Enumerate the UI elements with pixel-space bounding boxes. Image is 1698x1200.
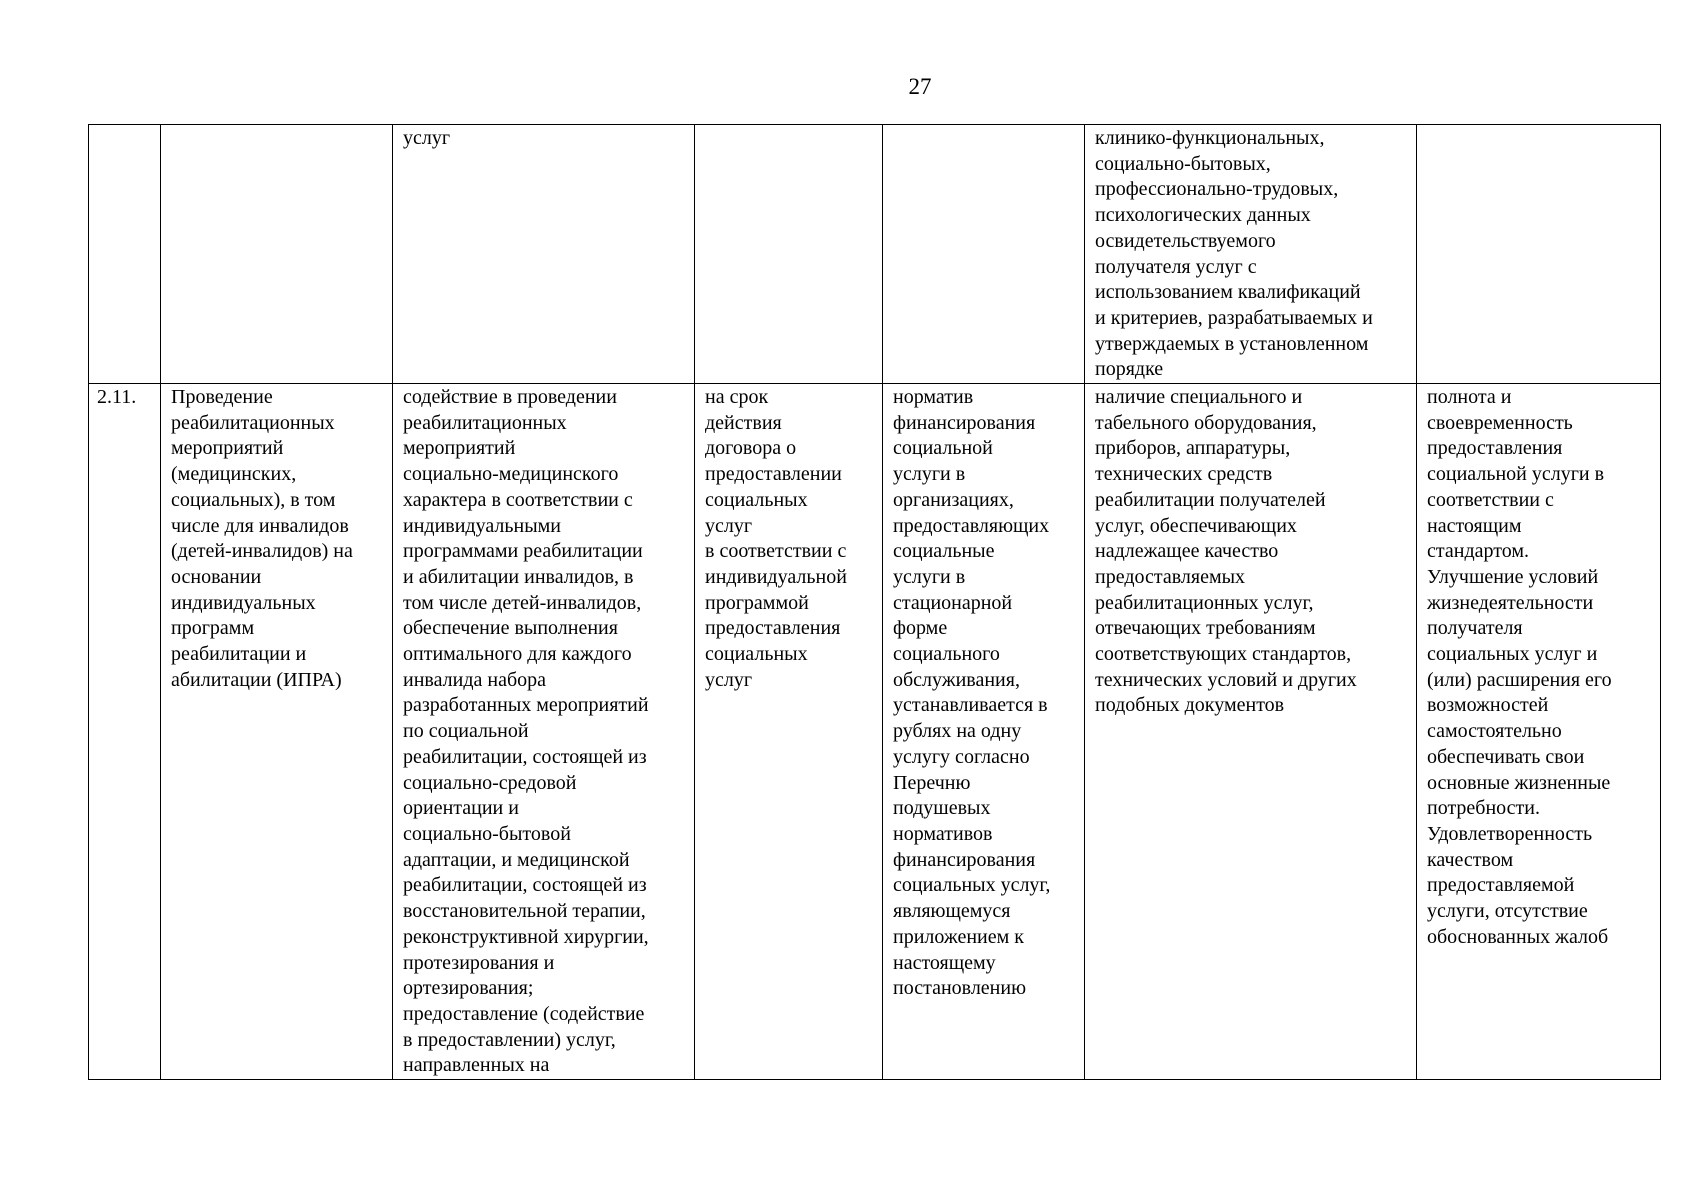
cell-funding-norm: [883, 125, 1085, 384]
page-number: 27: [908, 74, 932, 99]
table-row: [89, 384, 1661, 1080]
cell-number: [89, 125, 161, 384]
cell-conditions: клинико-функциональных, социально-бытовых, профессионально-трудовых, психологических данных освидетельствуемого получателя услуг с использованием квалификаций и критериев, разрабатываемых и утверждаемых в установленном порядке: [1085, 125, 1417, 384]
cell-conditions: наличие специального и табельного оборудования, приборов, аппаратуры, технических средств реабилитации получателей услуг, обеспечивающих надлежащее качество предоставляемых реабилитационных услуг, отвечающих требованиям соответствующих стандартов, технических условий и других подобных документов: [1085, 384, 1417, 1080]
cell-service-term: [695, 125, 883, 384]
services-table: [88, 124, 1661, 1080]
cell-service-content: содействие в проведении реабилитационных мероприятий социально-медицинского характера в соответствии с индивидуальными программами реабилитации и абилитации инвалидов, в том числе детей-инвалидов, обеспечение выполнения оптимального для каждого инвалида набора разработанных мероприятий по социальной реабилитации, состоящей из социально-средовой ориентации и социально-бытовой адаптации, и медицинской реабилитации, состоящей из восстановительной терапии, реконструктивной хирургии, протезирования и ортезирования; предоставление (содействие в предоставлении) услуг, направленных на: [393, 384, 695, 1080]
cell-funding-norm: норматив финансирования социальной услуги в организациях, предоставляющих социальные услуги в стационарной форме социального обслуживания, устанавливается в рублях на одну услугу согласно Перечню подушевых нормативов финансирования социальных услуг, являющемуся приложением к настоящему постановлению: [883, 384, 1085, 1080]
table-row: [89, 125, 1661, 384]
cell-service-name: Проведение реабилитационных мероприятий (медицинских, социальных), в том числе для инвалидов (детей-инвалидов) на основании индивидуальных программ реабилитации и абилитации (ИПРА): [161, 384, 393, 1080]
cell-service-content: услуг: [393, 125, 695, 384]
cell-quality-indicators: полнота и своевременность предоставления социальной услуги в соответствии с настоящим стандартом. Улучшение условий жизнедеятельности получателя социальных услуг и (или) расширения его возможностей самостоятельно обеспечивать свои основные жизненные потребности. Удовлетворенность качеством предоставляемой услуги, отсутствие обоснованных жалоб: [1417, 384, 1661, 1080]
cell-quality-indicators: [1417, 125, 1661, 384]
cell-number: 2.11.: [89, 384, 161, 1080]
cell-service-term: на срок действия договора о предоставлении социальных услуг в соответствии с индивидуальной программой предоставления социальных услуг: [695, 384, 883, 1080]
cell-service-name: [161, 125, 393, 384]
